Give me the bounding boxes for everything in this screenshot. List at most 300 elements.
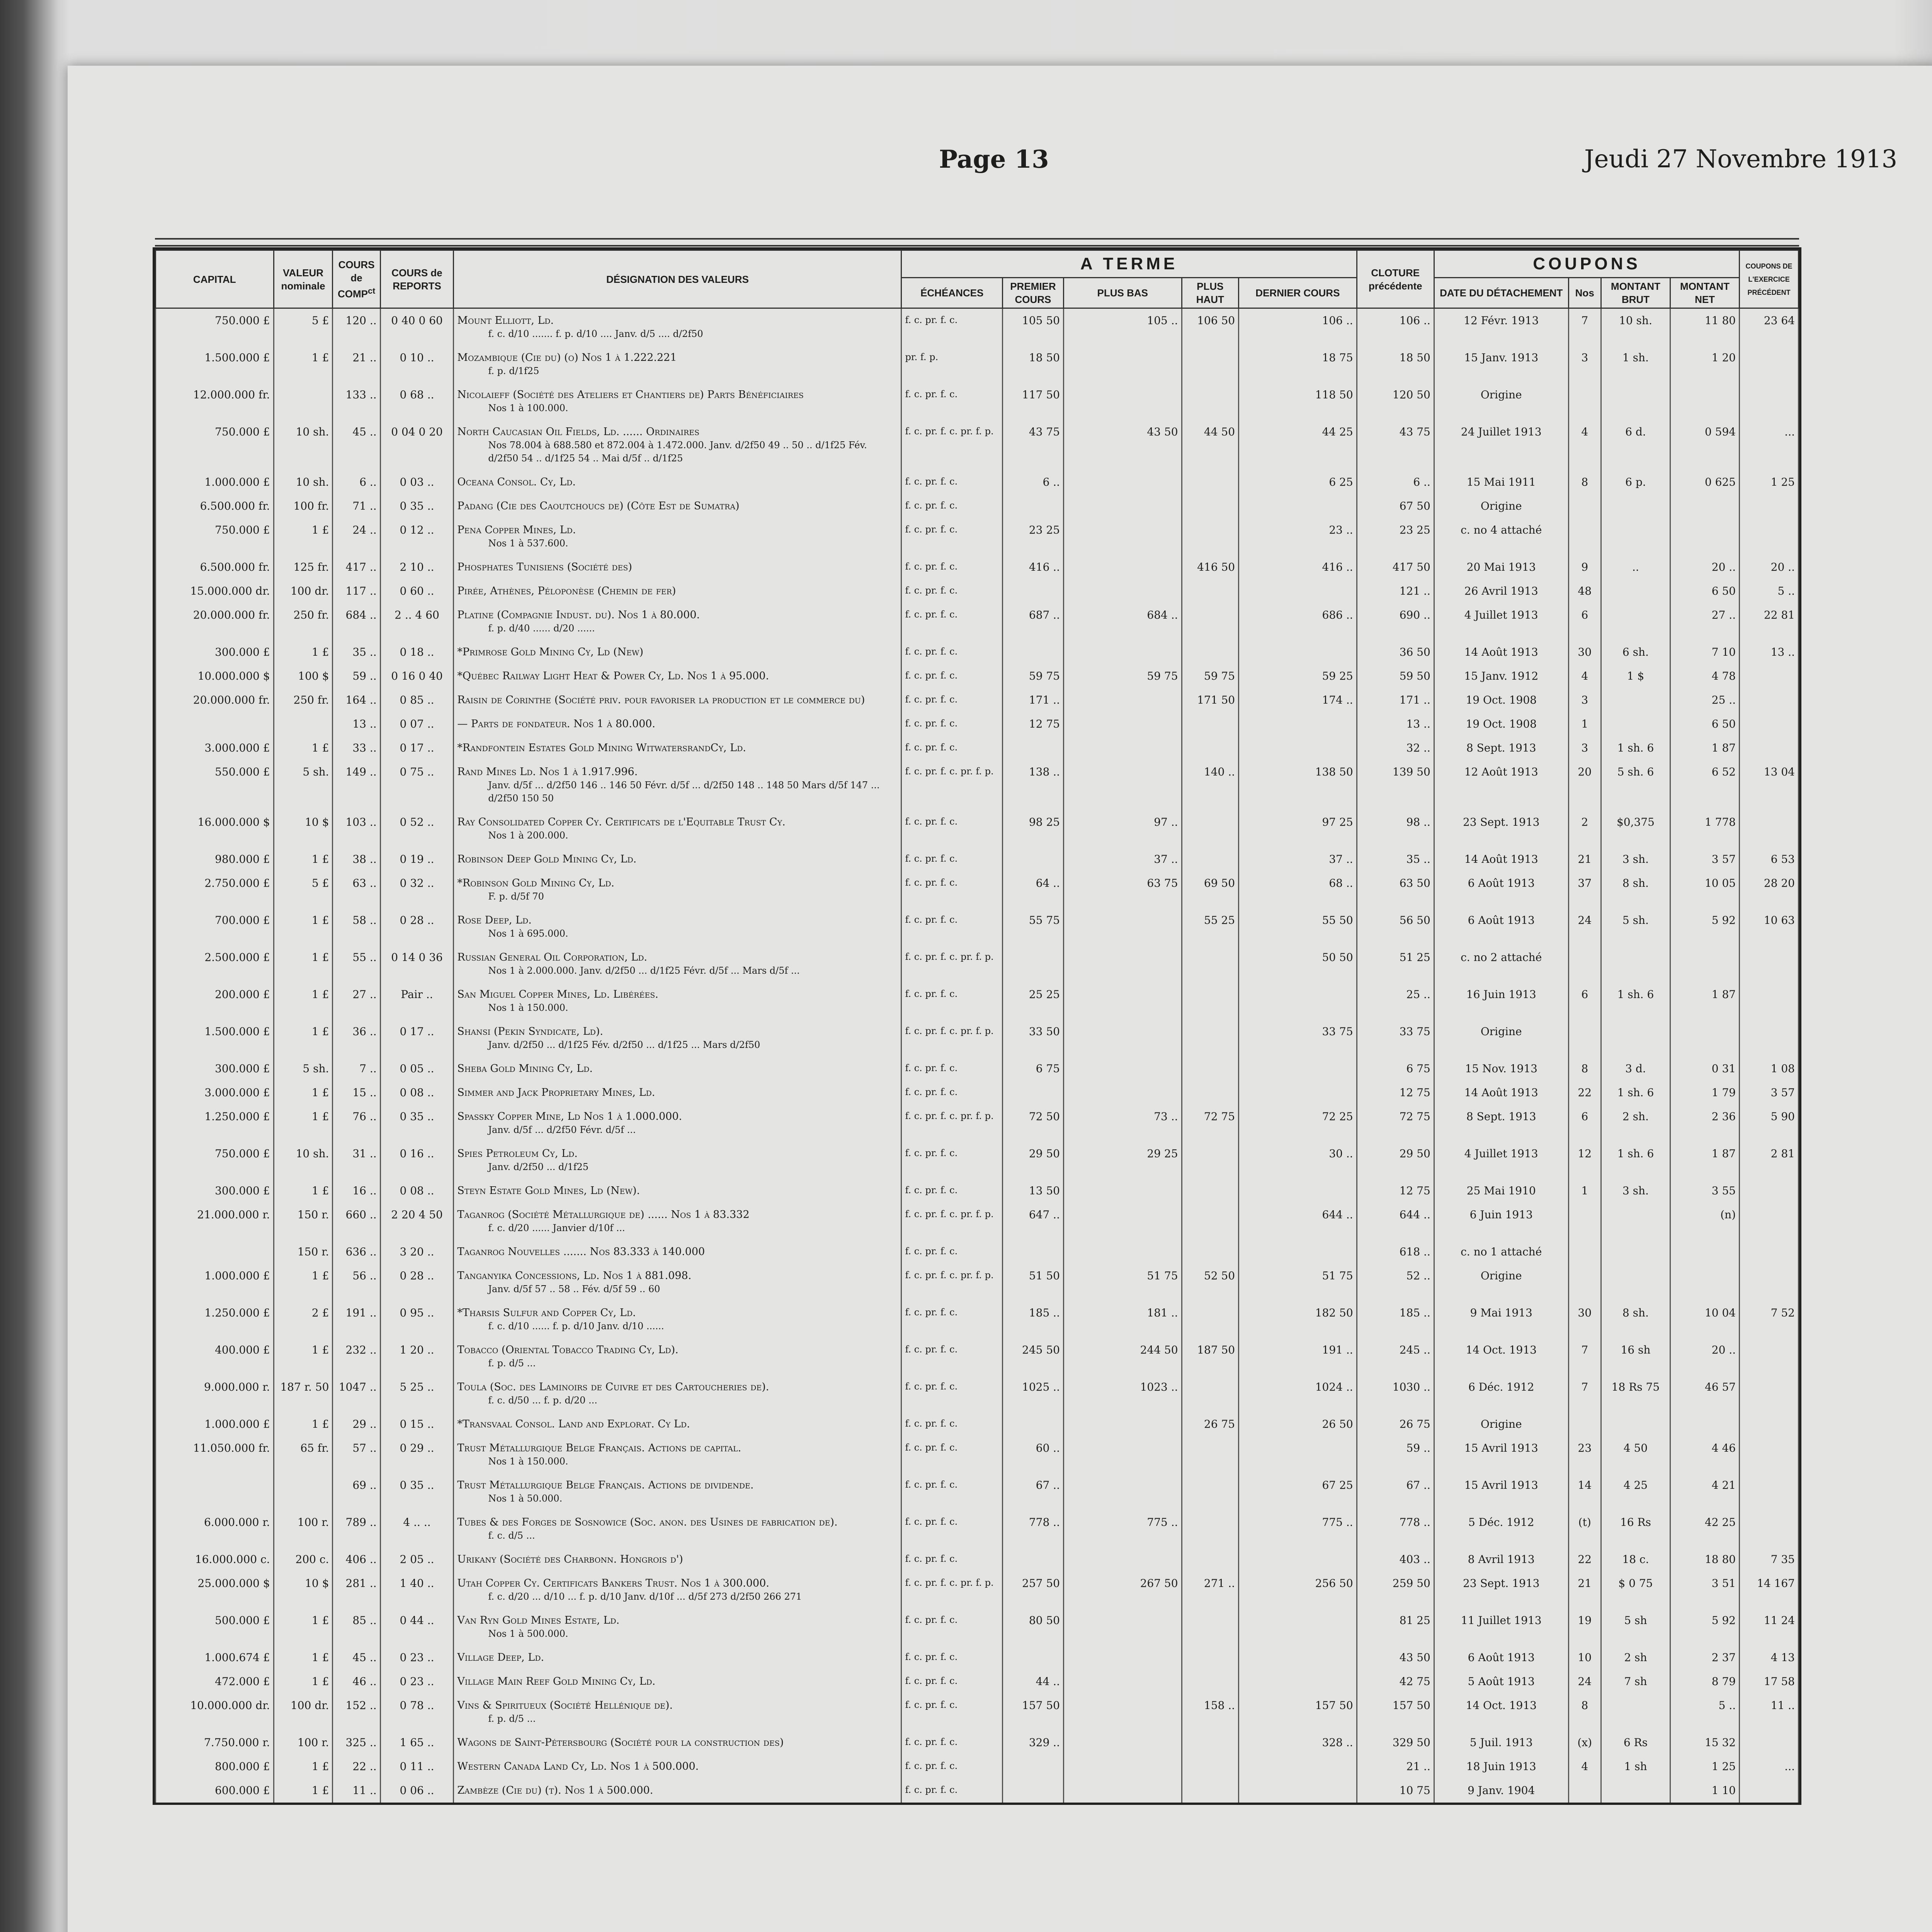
designation-cell [454, 1264, 901, 1301]
plus-bas-cell [1063, 1203, 1182, 1240]
security-detail: Nos 1 à 200.000. [488, 830, 568, 841]
plus-haut-cell: 416 50 [1182, 555, 1239, 579]
premier-cours-cell: 33 50 [1002, 1020, 1063, 1057]
capital-cell [156, 1473, 274, 1510]
echeance-cell: f. c. pr. f. c. [901, 847, 1003, 871]
premier-cours-cell [1002, 736, 1063, 760]
echeance-cell: f. c. pr. f. c. [901, 1179, 1003, 1203]
designation-cell [454, 383, 901, 420]
comp-cell: 13 .. [333, 712, 380, 736]
montant-net-cell: 25 .. [1670, 688, 1740, 712]
coupon-no-cell: 2 [1568, 810, 1601, 847]
dernier-cours-cell: 97 25 [1239, 810, 1357, 847]
designation-cell [454, 1548, 901, 1571]
coupon-prec-cell [1740, 1375, 1799, 1412]
coupon-prec-cell [1740, 1436, 1799, 1473]
capital-cell: 12.000.000 fr. [156, 383, 274, 420]
dernier-cours-cell: 67 25 [1239, 1473, 1357, 1510]
plus-haut-cell: 26 75 [1182, 1412, 1239, 1436]
montant-net-cell: 46 57 [1670, 1375, 1740, 1412]
montant-net-cell: (n) [1670, 1203, 1740, 1240]
capital-cell: 300.000 £ [156, 1057, 274, 1081]
premier-cours-cell: 105 50 [1002, 308, 1063, 346]
security-detail: f. c. d/20 ...... Janvier d/10f ... [488, 1223, 625, 1233]
premier-cours-cell: 13 50 [1002, 1179, 1063, 1203]
montant-brut-cell: 6 Rs [1601, 1731, 1670, 1755]
plus-haut-cell [1182, 1670, 1239, 1694]
date-detachement-cell: 15 Avril 1913 [1434, 1436, 1568, 1473]
plus-haut-cell [1182, 383, 1239, 420]
table-row [156, 579, 1799, 603]
montant-brut-cell: 1 sh. [1601, 346, 1670, 383]
capital-cell: 10.000.000 dr. [156, 1694, 274, 1731]
dernier-cours-cell [1239, 1548, 1357, 1571]
plus-bas-cell [1063, 1473, 1182, 1510]
coupon-prec-cell: 23 64 [1740, 308, 1799, 346]
date-detachement-cell: 8 Sept. 1913 [1434, 1105, 1568, 1142]
montant-net-cell [1670, 1020, 1740, 1057]
coupon-no-cell [1568, 1203, 1601, 1240]
nominal-cell: 100 dr. [274, 579, 333, 603]
montant-net-cell [1670, 1264, 1740, 1301]
reports-cell: 0 28 .. [380, 908, 454, 946]
premier-cours-cell: 6 .. [1002, 470, 1063, 494]
date-detachement-cell: 14 Août 1913 [1434, 640, 1568, 664]
reports-cell: 0 17 .. [380, 736, 454, 760]
montant-brut-cell: 1 sh. 6 [1601, 1081, 1670, 1105]
date-detachement-cell: 18 Juin 1913 [1434, 1755, 1568, 1779]
plus-haut-cell [1182, 1081, 1239, 1105]
table-row [156, 1179, 1799, 1203]
echeance-cell: f. c. pr. f. c. [901, 664, 1003, 688]
comp-cell: 149 .. [333, 760, 380, 810]
designation-cell [454, 760, 901, 810]
coupon-prec-cell [1740, 983, 1799, 1020]
group-coupons: COUPONS [1434, 250, 1739, 278]
reports-cell: 0 08 .. [380, 1179, 454, 1203]
reports-cell: 0 52 .. [380, 810, 454, 847]
coupon-no-cell: 4 [1568, 664, 1601, 688]
nominal-cell: 150 r. [274, 1240, 333, 1264]
plus-haut-cell [1182, 1731, 1239, 1755]
premier-cours-cell [1002, 640, 1063, 664]
security-detail: Nos 1 à 500.000. [488, 1628, 568, 1639]
table-row [156, 518, 1799, 555]
security-name: Phosphates Tunisiens (Société des) [457, 561, 632, 573]
reports-cell: 0 78 .. [380, 1694, 454, 1731]
dernier-cours-cell: 72 25 [1239, 1105, 1357, 1142]
coupon-prec-cell [1740, 1412, 1799, 1436]
nominal-cell: 1 £ [274, 1670, 333, 1694]
cloture-cell: 43 75 [1357, 420, 1434, 470]
nominal-cell: 100 fr. [274, 494, 333, 518]
plus-bas-cell [1063, 518, 1182, 555]
echeance-cell: f. c. pr. f. c. [901, 1338, 1003, 1375]
nominal-cell: 100 r. [274, 1510, 333, 1548]
premier-cours-cell: 6 75 [1002, 1057, 1063, 1081]
coupon-no-cell: 4 [1568, 1755, 1601, 1779]
table-row [156, 664, 1799, 688]
coupon-prec-cell [1740, 1473, 1799, 1510]
echeance-cell: f. c. pr. f. c. [901, 383, 1003, 420]
coupon-prec-cell [1740, 1338, 1799, 1375]
reports-cell: 0 32 .. [380, 871, 454, 908]
col-montant-net: MONTANT NET [1670, 278, 1740, 308]
dernier-cours-cell [1239, 1646, 1357, 1670]
designation-cell [454, 346, 901, 383]
cloture-cell: 157 50 [1357, 1694, 1434, 1731]
date-detachement-cell: Origine [1434, 1412, 1568, 1436]
capital-cell: 750.000 £ [156, 420, 274, 470]
comp-cell: 120 .. [333, 308, 380, 346]
security-name: Platine (Compagnie Indust. du). Nos 1 à 80.000. [457, 609, 700, 621]
table-row [156, 1473, 1799, 1510]
security-detail: f. c. d/20 ... d/10 ... f. p. d/10 Janv. d/10f ... d/5f 273 d/2f50 266 271 [488, 1591, 802, 1602]
comp-cell: 789 .. [333, 1510, 380, 1548]
date-detachement-cell: 6 Juin 1913 [1434, 1203, 1568, 1240]
nominal-cell: 1 £ [274, 847, 333, 871]
reports-cell: Pair .. [380, 983, 454, 1020]
col-montant-brut: MONTANT BRUT [1601, 278, 1670, 308]
montant-net-cell [1670, 494, 1740, 518]
montant-brut-cell: 2 sh [1601, 1646, 1670, 1670]
reports-cell: 1 65 .. [380, 1731, 454, 1755]
table-row [156, 871, 1799, 908]
echeance-cell: f. c. pr. f. c. pr. f. p. [901, 760, 1003, 810]
premier-cours-cell: 647 .. [1002, 1203, 1063, 1240]
echeance-cell: pr. f. p. [901, 346, 1003, 383]
security-name: Trust Métallurgique Belge Français. Actions de dividende. [457, 1479, 754, 1491]
coupon-no-cell [1568, 383, 1601, 420]
echeance-cell: f. c. pr. f. c. pr. f. p. [901, 1020, 1003, 1057]
nominal-cell: 125 fr. [274, 555, 333, 579]
echeance-cell: f. c. pr. f. c. [901, 1510, 1003, 1548]
security-detail: Janv. d/5f ... d/2f50 146 .. 146 50 Févr. d/5f ... d/2f50 148 .. 148 50 Mars d/5f 147 ... d/2f50 150 50 [488, 780, 880, 804]
premier-cours-cell: 23 25 [1002, 518, 1063, 555]
cloture-cell: 618 .. [1357, 1240, 1434, 1264]
montant-net-cell: 11 80 [1670, 308, 1740, 346]
dernier-cours-cell: 68 .. [1239, 871, 1357, 908]
comp-cell: 58 .. [333, 908, 380, 946]
dernier-cours-cell: 50 50 [1239, 946, 1357, 983]
designation-cell [454, 420, 901, 470]
plus-haut-cell [1182, 736, 1239, 760]
date-detachement-cell: 4 Juillet 1913 [1434, 603, 1568, 640]
security-name: Tubes & des Forges de Sosnowice (Soc. anon. des Usines de fabrication de). [457, 1516, 838, 1528]
nominal-cell: 1 £ [274, 1081, 333, 1105]
reports-cell: 0 23 .. [380, 1646, 454, 1670]
capital-cell: 20.000.000 fr. [156, 688, 274, 712]
security-name: Zambèze (Cie du) (t). Nos 1 à 500.000. [457, 1784, 653, 1796]
comp-cell: 191 .. [333, 1301, 380, 1338]
dernier-cours-cell: 37 .. [1239, 847, 1357, 871]
reports-cell: 0 06 .. [380, 1779, 454, 1803]
coupon-no-cell: 30 [1568, 640, 1601, 664]
coupon-prec-cell: 1 08 [1740, 1057, 1799, 1081]
reports-cell: 0 75 .. [380, 760, 454, 810]
capital-cell: 21.000.000 r. [156, 1203, 274, 1240]
plus-haut-cell: 171 50 [1182, 688, 1239, 712]
plus-bas-cell: 684 .. [1063, 603, 1182, 640]
coupon-no-cell: 24 [1568, 1670, 1601, 1694]
montant-net-cell [1670, 1412, 1740, 1436]
montant-net-cell: 6 52 [1670, 760, 1740, 810]
quotes-table-frame [153, 247, 1801, 1805]
table-row [156, 1731, 1799, 1755]
plus-haut-cell [1182, 470, 1239, 494]
plus-haut-cell [1182, 1548, 1239, 1571]
designation-cell [454, 1609, 901, 1646]
designation-cell [454, 555, 901, 579]
montant-net-cell: 3 57 [1670, 847, 1740, 871]
montant-brut-cell: 1 sh. 6 [1601, 983, 1670, 1020]
montant-brut-cell: 16 Rs [1601, 1510, 1670, 1548]
date-detachement-cell: 16 Juin 1913 [1434, 983, 1568, 1020]
cloture-cell: 56 50 [1357, 908, 1434, 946]
coupon-prec-cell [1740, 1020, 1799, 1057]
capital-cell: 25.000.000 $ [156, 1571, 274, 1609]
nominal-cell: 1 £ [274, 1779, 333, 1803]
echeance-cell: f. c. pr. f. c. [901, 1609, 1003, 1646]
security-detail: f. p. d/1f25 [488, 366, 539, 376]
premier-cours-cell: 59 75 [1002, 664, 1063, 688]
cloture-cell: 63 50 [1357, 871, 1434, 908]
date-detachement-cell: 5 Juil. 1913 [1434, 1731, 1568, 1755]
security-detail: f. c. d/10 ...... f. p. d/10 Janv. d/10 ...... [488, 1321, 664, 1332]
plus-bas-cell [1063, 1670, 1182, 1694]
reports-cell: 2 20 4 50 [380, 1203, 454, 1240]
echeance-cell: f. c. pr. f. c. pr. f. p. [901, 420, 1003, 470]
date-detachement-cell: 23 Sept. 1913 [1434, 1571, 1568, 1609]
table-row [156, 1779, 1799, 1803]
capital-cell: 1.000.000 £ [156, 1264, 274, 1301]
plus-haut-cell: 59 75 [1182, 664, 1239, 688]
date-detachement-cell: 12 Août 1913 [1434, 760, 1568, 810]
nominal-cell [274, 712, 333, 736]
premier-cours-cell [1002, 494, 1063, 518]
date-detachement-cell: 20 Mai 1913 [1434, 555, 1568, 579]
date-detachement-cell: c. no 1 attaché [1434, 1240, 1568, 1264]
cloture-cell: 120 50 [1357, 383, 1434, 420]
coupon-prec-cell [1740, 1510, 1799, 1548]
dernier-cours-cell [1239, 579, 1357, 603]
capital-cell: 1.500.000 £ [156, 1020, 274, 1057]
nominal-cell: 250 fr. [274, 603, 333, 640]
premier-cours-cell: 64 .. [1002, 871, 1063, 908]
dernier-cours-cell [1239, 736, 1357, 760]
nominal-cell: 10 sh. [274, 420, 333, 470]
designation-cell [454, 1731, 901, 1755]
coupon-prec-cell [1740, 688, 1799, 712]
coupon-prec-cell [1740, 494, 1799, 518]
montant-brut-cell [1601, 518, 1670, 555]
security-detail: Janv. d/2f50 ... d/1f25 [488, 1162, 589, 1172]
designation-cell [454, 664, 901, 688]
comp-cell: 117 .. [333, 579, 380, 603]
plus-bas-cell [1063, 908, 1182, 946]
coupon-prec-cell: ... [1740, 1755, 1799, 1779]
montant-net-cell: 3 51 [1670, 1571, 1740, 1609]
security-name: Village Deep, Ld. [457, 1651, 544, 1663]
nominal-cell: 1 £ [274, 1338, 333, 1375]
coupon-prec-cell: 22 81 [1740, 603, 1799, 640]
reports-cell: 5 25 .. [380, 1375, 454, 1412]
security-name: Tanganyika Concessions, Ld. Nos 1 à 881.098. [457, 1270, 692, 1282]
echeance-cell: f. c. pr. f. c. [901, 1301, 1003, 1338]
montant-net-cell: 1 25 [1670, 1755, 1740, 1779]
capital-cell: 1.500.000 £ [156, 346, 274, 383]
coupon-prec-cell [1740, 810, 1799, 847]
cloture-cell: 36 50 [1357, 640, 1434, 664]
security-detail: Nos 1 à 537.600. [488, 538, 568, 549]
montant-brut-cell: .. [1601, 555, 1670, 579]
designation-cell [454, 847, 901, 871]
capital-cell: 7.750.000 r. [156, 1731, 274, 1755]
capital-cell: 750.000 £ [156, 308, 274, 346]
table-row [156, 1375, 1799, 1412]
dernier-cours-cell: 256 50 [1239, 1571, 1357, 1609]
cloture-cell: 52 .. [1357, 1264, 1434, 1301]
montant-brut-cell: 3 sh. [1601, 847, 1670, 871]
coupon-no-cell: 1 [1568, 1179, 1601, 1203]
echeance-cell: f. c. pr. f. c. [901, 1779, 1003, 1803]
cloture-cell: 26 75 [1357, 1412, 1434, 1436]
cloture-cell: 106 .. [1357, 308, 1434, 346]
security-name: *Primrose Gold Mining Cy, Ld (New) [457, 646, 644, 658]
comp-cell: 406 .. [333, 1548, 380, 1571]
comp-cell: 7 .. [333, 1057, 380, 1081]
montant-brut-cell: 6 p. [1601, 470, 1670, 494]
montant-net-cell: 20 .. [1670, 555, 1740, 579]
echeance-cell: f. c. pr. f. c. [901, 871, 1003, 908]
comp-cell: 325 .. [333, 1731, 380, 1755]
premier-cours-cell: 55 75 [1002, 908, 1063, 946]
montant-net-cell: 42 25 [1670, 1510, 1740, 1548]
reports-cell: 0 19 .. [380, 847, 454, 871]
capital-cell: 16.000.000 c. [156, 1548, 274, 1571]
plus-haut-cell: 271 .. [1182, 1571, 1239, 1609]
security-name: Nicolaieff (Société des Ateliers et Chantiers de) Parts Bénéficiaires [457, 389, 804, 401]
coupon-no-cell [1568, 494, 1601, 518]
dernier-cours-cell: 33 75 [1239, 1020, 1357, 1057]
table-row [156, 346, 1799, 383]
premier-cours-cell [1002, 1779, 1063, 1803]
echeance-cell: f. c. pr. f. c. [901, 1694, 1003, 1731]
dernier-cours-cell [1239, 1179, 1357, 1203]
capital-cell: 11.050.000 fr. [156, 1436, 274, 1473]
date-detachement-cell: 6 Août 1913 [1434, 1646, 1568, 1670]
table-row [156, 1301, 1799, 1338]
plus-haut-cell [1182, 810, 1239, 847]
echeance-cell: f. c. pr. f. c. [901, 308, 1003, 346]
plus-haut-cell [1182, 1646, 1239, 1670]
echeance-cell: f. c. pr. f. c. [901, 518, 1003, 555]
premier-cours-cell: 257 50 [1002, 1571, 1063, 1609]
capital-cell: 1.000.000 £ [156, 1412, 274, 1436]
reports-cell: 4 .. .. [380, 1510, 454, 1548]
designation-cell [454, 1240, 901, 1264]
coupon-prec-cell: 14 167 [1740, 1571, 1799, 1609]
premier-cours-cell: 157 50 [1002, 1694, 1063, 1731]
reports-cell: 2 .. 4 60 [380, 603, 454, 640]
premier-cours-cell [1002, 1646, 1063, 1670]
security-name: Toula (Soc. des Laminoirs de Cuivre et des Cartoucheries de). [457, 1381, 769, 1393]
comp-cell: 636 .. [333, 1240, 380, 1264]
reports-cell: 1 20 .. [380, 1338, 454, 1375]
nominal-cell: 1 £ [274, 518, 333, 555]
coupon-prec-cell [1740, 1264, 1799, 1301]
echeance-cell: f. c. pr. f. c. [901, 1412, 1003, 1436]
nominal-cell: 200 c. [274, 1548, 333, 1571]
plus-haut-cell [1182, 1473, 1239, 1510]
dernier-cours-cell: 51 75 [1239, 1264, 1357, 1301]
table-row [156, 1571, 1799, 1609]
col-cloture: CLOTURE précédente [1357, 250, 1434, 308]
capital-cell: 400.000 £ [156, 1338, 274, 1375]
cloture-cell: 21 .. [1357, 1755, 1434, 1779]
plus-bas-cell [1063, 983, 1182, 1020]
security-name: Robinson Deep Gold Mining Cy, Ld. [457, 853, 637, 865]
security-name: Pirée, Athènes, Péloponèse (Chemin de fer) [457, 585, 676, 597]
plus-haut-cell: 140 .. [1182, 760, 1239, 810]
comp-cell: 417 .. [333, 555, 380, 579]
comp-cell: 16 .. [333, 1179, 380, 1203]
coupon-prec-cell: 4 13 [1740, 1646, 1799, 1670]
plus-bas-cell: 105 .. [1063, 308, 1182, 346]
echeance-cell: f. c. pr. f. c. [901, 810, 1003, 847]
designation-cell [454, 1203, 901, 1240]
capital-cell: 980.000 £ [156, 847, 274, 871]
coupon-no-cell: 9 [1568, 555, 1601, 579]
coupon-no-cell: 3 [1568, 688, 1601, 712]
montant-brut-cell: 5 sh. [1601, 908, 1670, 946]
capital-cell: 20.000.000 fr. [156, 603, 274, 640]
coupon-prec-cell [1740, 736, 1799, 760]
cloture-cell: 121 .. [1357, 579, 1434, 603]
plus-haut-cell [1182, 712, 1239, 736]
cloture-cell: 259 50 [1357, 1571, 1434, 1609]
date-detachement-cell: 15 Janv. 1912 [1434, 664, 1568, 688]
coupon-prec-cell: 7 35 [1740, 1548, 1799, 1571]
date-detachement-cell: 9 Janv. 1904 [1434, 1779, 1568, 1803]
nominal-cell: 187 r. 50 [274, 1375, 333, 1412]
echeance-cell: f. c. pr. f. c. [901, 640, 1003, 664]
plus-bas-cell: 244 50 [1063, 1338, 1182, 1375]
security-detail: Nos 1 à 2.000.000. Janv. d/2f50 ... d/1f25 Févr. d/5f ... Mars d/5f ... [488, 965, 800, 976]
coupon-no-cell: 19 [1568, 1609, 1601, 1646]
montant-net-cell: 3 55 [1670, 1179, 1740, 1203]
comp-cell: 29 .. [333, 1412, 380, 1436]
col-plus-bas: PLUS BAS [1063, 278, 1182, 308]
montant-net-cell: 5 .. [1670, 1694, 1740, 1731]
comp-cell: 59 .. [333, 664, 380, 688]
nominal-cell: 1 £ [274, 1020, 333, 1057]
plus-haut-cell [1182, 494, 1239, 518]
cloture-cell: 12 75 [1357, 1081, 1434, 1105]
dernier-cours-cell: 138 50 [1239, 760, 1357, 810]
premier-cours-cell [1002, 946, 1063, 983]
table-row [156, 1548, 1799, 1571]
nominal-cell: 10 $ [274, 1571, 333, 1609]
montant-brut-cell: 18 Rs 75 [1601, 1375, 1670, 1412]
security-name: Oceana Consol. Cy, Ld. [457, 476, 576, 488]
plus-bas-cell: 97 .. [1063, 810, 1182, 847]
montant-net-cell: 0 625 [1670, 470, 1740, 494]
coupon-no-cell [1568, 1412, 1601, 1436]
reports-cell: 1 40 .. [380, 1571, 454, 1609]
echeance-cell: f. c. pr. f. c. [901, 1375, 1003, 1412]
echeance-cell: f. c. pr. f. c. [901, 555, 1003, 579]
